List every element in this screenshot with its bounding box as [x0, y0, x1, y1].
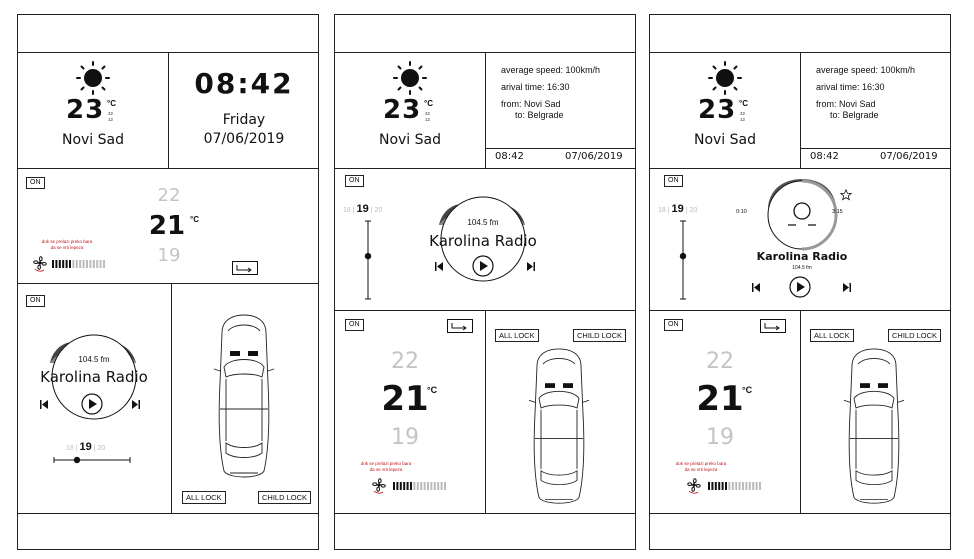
- fan-speed-segment[interactable]: [718, 482, 720, 490]
- car-top-view-icon: [836, 347, 912, 507]
- fan-speed-segment[interactable]: [441, 482, 443, 490]
- clock-date: [170, 111, 318, 149]
- screen-mode-icon[interactable]: [447, 319, 473, 333]
- radio-station: Karolina Radio: [40, 368, 148, 386]
- climate-temp-below[interactable]: 19: [391, 425, 419, 450]
- fan-speed-segment[interactable]: [725, 482, 727, 490]
- trip-arrival-time: arival time: 16:30: [816, 82, 885, 92]
- fan-speed-segment[interactable]: [55, 260, 57, 268]
- climate-on-button[interactable]: ON: [26, 177, 45, 189]
- climate-temp-above[interactable]: 22: [391, 349, 419, 374]
- fan-speed-segment[interactable]: [393, 482, 395, 490]
- fan-speed-segment[interactable]: [93, 260, 95, 268]
- all-lock-button[interactable]: ALL LOCK: [182, 491, 226, 504]
- fan-speed-segment[interactable]: [756, 482, 758, 490]
- volume-slider[interactable]: [54, 455, 130, 465]
- trip-from: from: Novi Sad: [816, 99, 876, 109]
- volume-knob[interactable]: [680, 253, 686, 259]
- fan-speed-segment[interactable]: [437, 482, 439, 490]
- skip-back-icon[interactable]: [435, 262, 443, 271]
- climate-temp-current: 21: [148, 211, 186, 241]
- weather-high: 32: [108, 111, 114, 116]
- radio-on-button[interactable]: ON: [26, 295, 45, 307]
- fan-hint: dok se prelazi preko bara da se vrti lepeza: [41, 239, 93, 250]
- fan-speed-segment[interactable]: [66, 260, 68, 268]
- fan-speed-segment[interactable]: [708, 482, 710, 490]
- weather-low: 12: [108, 117, 114, 122]
- fan-speed-segment[interactable]: [722, 482, 724, 490]
- climate-unit: °C: [742, 385, 753, 395]
- dashboard-layout-1: [17, 14, 319, 550]
- all-lock-button[interactable]: ALL LOCK: [495, 329, 539, 342]
- climate-temp-below[interactable]: 19: [157, 245, 181, 266]
- sun-icon: [393, 61, 427, 95]
- preset-next[interactable]: 20: [97, 445, 106, 452]
- fan-speed-segment[interactable]: [396, 482, 398, 490]
- radio-station: Karolina Radio: [756, 250, 848, 263]
- climate-temp-above[interactable]: 22: [706, 349, 734, 374]
- clock-day: Friday: [222, 112, 266, 128]
- fan-speed-segment[interactable]: [69, 260, 71, 268]
- trip-info: [816, 62, 915, 121]
- fan-speed-segment[interactable]: [759, 482, 761, 490]
- climate-unit: °C: [427, 385, 438, 395]
- fan-speed-segment[interactable]: [739, 482, 741, 490]
- climate-temp-current: 21: [381, 379, 429, 419]
- weather-unit: °C: [107, 99, 116, 108]
- trip-arrival-time: arival time: 16:30: [501, 82, 570, 92]
- trip-time: 08:42: [495, 151, 524, 162]
- skip-back-icon[interactable]: [752, 283, 760, 292]
- fan-icon[interactable]: [371, 477, 387, 493]
- fan-speed-segment[interactable]: [407, 482, 409, 490]
- climate-on-button[interactable]: ON: [345, 319, 364, 331]
- weather-unit: °C: [424, 99, 433, 108]
- preset-prev[interactable]: 18: [66, 445, 74, 452]
- star-icon[interactable]: [840, 189, 852, 201]
- volume-knob[interactable]: [365, 253, 371, 259]
- climate-temp-below[interactable]: 19: [706, 425, 734, 450]
- radio-frequency: 104.5 fm: [467, 218, 499, 227]
- fan-speed-segment[interactable]: [72, 260, 74, 268]
- fan-speed-segment[interactable]: [728, 482, 730, 490]
- sun-icon: [76, 61, 110, 95]
- fan-speed-segment[interactable]: [86, 260, 88, 268]
- fan-speed-segment[interactable]: [83, 260, 85, 268]
- car-seat: [545, 383, 555, 388]
- radio-frequency: 104.5 fm: [792, 265, 812, 271]
- preset-current[interactable]: 19: [356, 203, 369, 215]
- volume-knob[interactable]: [74, 457, 80, 463]
- weather-city: Novi Sad: [61, 132, 124, 148]
- play-icon[interactable]: [472, 255, 494, 277]
- fan-speed-segment[interactable]: [745, 482, 747, 490]
- car-top-view-icon: [206, 313, 282, 481]
- fan-speed-segment[interactable]: [420, 482, 422, 490]
- radio-presets: 18 | 19 | 20: [658, 203, 698, 215]
- fan-speed-segment[interactable]: [752, 482, 754, 490]
- car-seat: [230, 351, 240, 356]
- fan-speed-segment[interactable]: [413, 482, 415, 490]
- fan-speed-segment[interactable]: [52, 260, 54, 268]
- trip-to: to: Belgrade: [515, 110, 564, 120]
- trip-date: 07/06/2019: [880, 151, 938, 162]
- radio-duration: 3:15: [832, 209, 843, 215]
- preset-prev[interactable]: 18: [343, 207, 351, 214]
- fan-icon[interactable]: [32, 255, 48, 271]
- fan-hint: dok se prelazi preko bara da se vrti lepeza: [675, 461, 727, 472]
- weather-city: Novi Sad: [693, 132, 756, 148]
- fan-speed-segment[interactable]: [96, 260, 98, 268]
- radio-frequency: 104.5 fm: [78, 355, 110, 364]
- trip-from: from: Novi Sad: [501, 99, 561, 109]
- fan-speed-bar[interactable]: [52, 259, 108, 269]
- fan-hint: dok se prelazi preko bara da se vrti lepeza: [360, 461, 412, 472]
- fan-speed-segment[interactable]: [715, 482, 717, 490]
- fan-speed-segment[interactable]: [417, 482, 419, 490]
- skip-forward-icon[interactable]: [132, 400, 140, 409]
- fan-speed-segment[interactable]: [400, 482, 402, 490]
- trip-to: to: Belgrade: [830, 110, 879, 120]
- preset-next[interactable]: 20: [689, 207, 698, 214]
- fan-speed-bar[interactable]: [393, 481, 449, 491]
- screen-mode-icon[interactable]: [232, 261, 258, 275]
- fan-speed-segment[interactable]: [427, 482, 429, 490]
- fan-speed-segment[interactable]: [100, 260, 102, 268]
- trip-info: [501, 62, 600, 121]
- radio-station: Karolina Radio: [429, 232, 537, 250]
- volume-slider[interactable]: [363, 221, 373, 299]
- child-lock-button[interactable]: CHILD LOCK: [573, 329, 626, 342]
- weather-unit: °C: [739, 99, 748, 108]
- play-icon[interactable]: [81, 393, 103, 415]
- screen-mode-icon[interactable]: [760, 319, 786, 333]
- fan-speed-segment[interactable]: [711, 482, 713, 490]
- weather-city: Novi Sad: [378, 132, 441, 148]
- preset-current[interactable]: 19: [671, 203, 684, 215]
- car-seat: [878, 383, 888, 388]
- fan-speed-bar[interactable]: [708, 481, 764, 491]
- dashboard-layout-2: [334, 14, 636, 550]
- weather-temperature: 23: [66, 95, 105, 125]
- fan-speed-segment[interactable]: [732, 482, 734, 490]
- fan-speed-segment[interactable]: [76, 260, 78, 268]
- fan-speed-segment[interactable]: [434, 482, 436, 490]
- skip-back-icon[interactable]: [40, 400, 48, 409]
- car-seat: [248, 351, 258, 356]
- weather-high: 32: [740, 111, 746, 116]
- fan-speed-segment[interactable]: [62, 260, 64, 268]
- radio-on-button[interactable]: ON: [664, 175, 683, 187]
- child-lock-button[interactable]: CHILD LOCK: [888, 329, 941, 342]
- preset-current[interactable]: 19: [79, 441, 92, 453]
- fan-speed-segment[interactable]: [89, 260, 91, 268]
- radio-presets: 18 | 19 | 20: [343, 203, 383, 215]
- climate-on-button[interactable]: ON: [664, 319, 683, 331]
- fan-speed-segment[interactable]: [79, 260, 81, 268]
- radio-progress-dial[interactable]: [762, 175, 842, 255]
- weather-temperature: 23: [383, 95, 422, 125]
- fan-speed-segment[interactable]: [410, 482, 412, 490]
- skip-forward-icon[interactable]: [843, 283, 851, 292]
- weather-low: 12: [740, 117, 746, 122]
- weather-low: 12: [425, 117, 431, 122]
- climate-temp-current: 21: [696, 379, 744, 419]
- fan-speed-segment[interactable]: [430, 482, 432, 490]
- trip-average-speed: average speed: 100km/h: [816, 65, 916, 75]
- fan-speed-segment[interactable]: [735, 482, 737, 490]
- child-lock-button[interactable]: CHILD LOCK: [258, 491, 311, 504]
- radio-presets: 18 | 19 | 20: [66, 441, 106, 453]
- preset-prev[interactable]: 18: [658, 207, 666, 214]
- trip-date: 07/06/2019: [565, 151, 623, 162]
- fan-speed-segment[interactable]: [403, 482, 405, 490]
- fan-speed-segment[interactable]: [59, 260, 61, 268]
- fan-speed-segment[interactable]: [742, 482, 744, 490]
- weather-high: 32: [425, 111, 431, 116]
- radio-on-button[interactable]: ON: [345, 175, 364, 187]
- clock-date-value: 07/06/2019: [203, 131, 285, 147]
- preset-next[interactable]: 20: [374, 207, 383, 214]
- dashboard-layout-3: [649, 14, 951, 550]
- sun-icon: [708, 61, 742, 95]
- skip-forward-icon[interactable]: [527, 262, 535, 271]
- car-seat: [563, 383, 573, 388]
- play-icon[interactable]: [789, 276, 811, 298]
- weather-temperature: 23: [698, 95, 737, 125]
- trip-average-speed: average speed: 100km/h: [501, 65, 601, 75]
- climate-temp-above[interactable]: 22: [157, 185, 181, 206]
- fan-speed-segment[interactable]: [424, 482, 426, 490]
- fan-speed-segment[interactable]: [444, 482, 446, 490]
- car-seat: [860, 383, 870, 388]
- trip-time: 08:42: [810, 151, 839, 162]
- fan-icon[interactable]: [686, 477, 702, 493]
- volume-slider[interactable]: [678, 221, 688, 299]
- radio-elapsed: 0:10: [736, 209, 747, 215]
- climate-unit: °C: [190, 215, 199, 224]
- all-lock-button[interactable]: ALL LOCK: [810, 329, 854, 342]
- clock-time: 08:42: [194, 67, 294, 100]
- fan-speed-segment[interactable]: [749, 482, 751, 490]
- fan-speed-segment[interactable]: [103, 260, 105, 268]
- car-top-view-icon: [521, 347, 597, 507]
